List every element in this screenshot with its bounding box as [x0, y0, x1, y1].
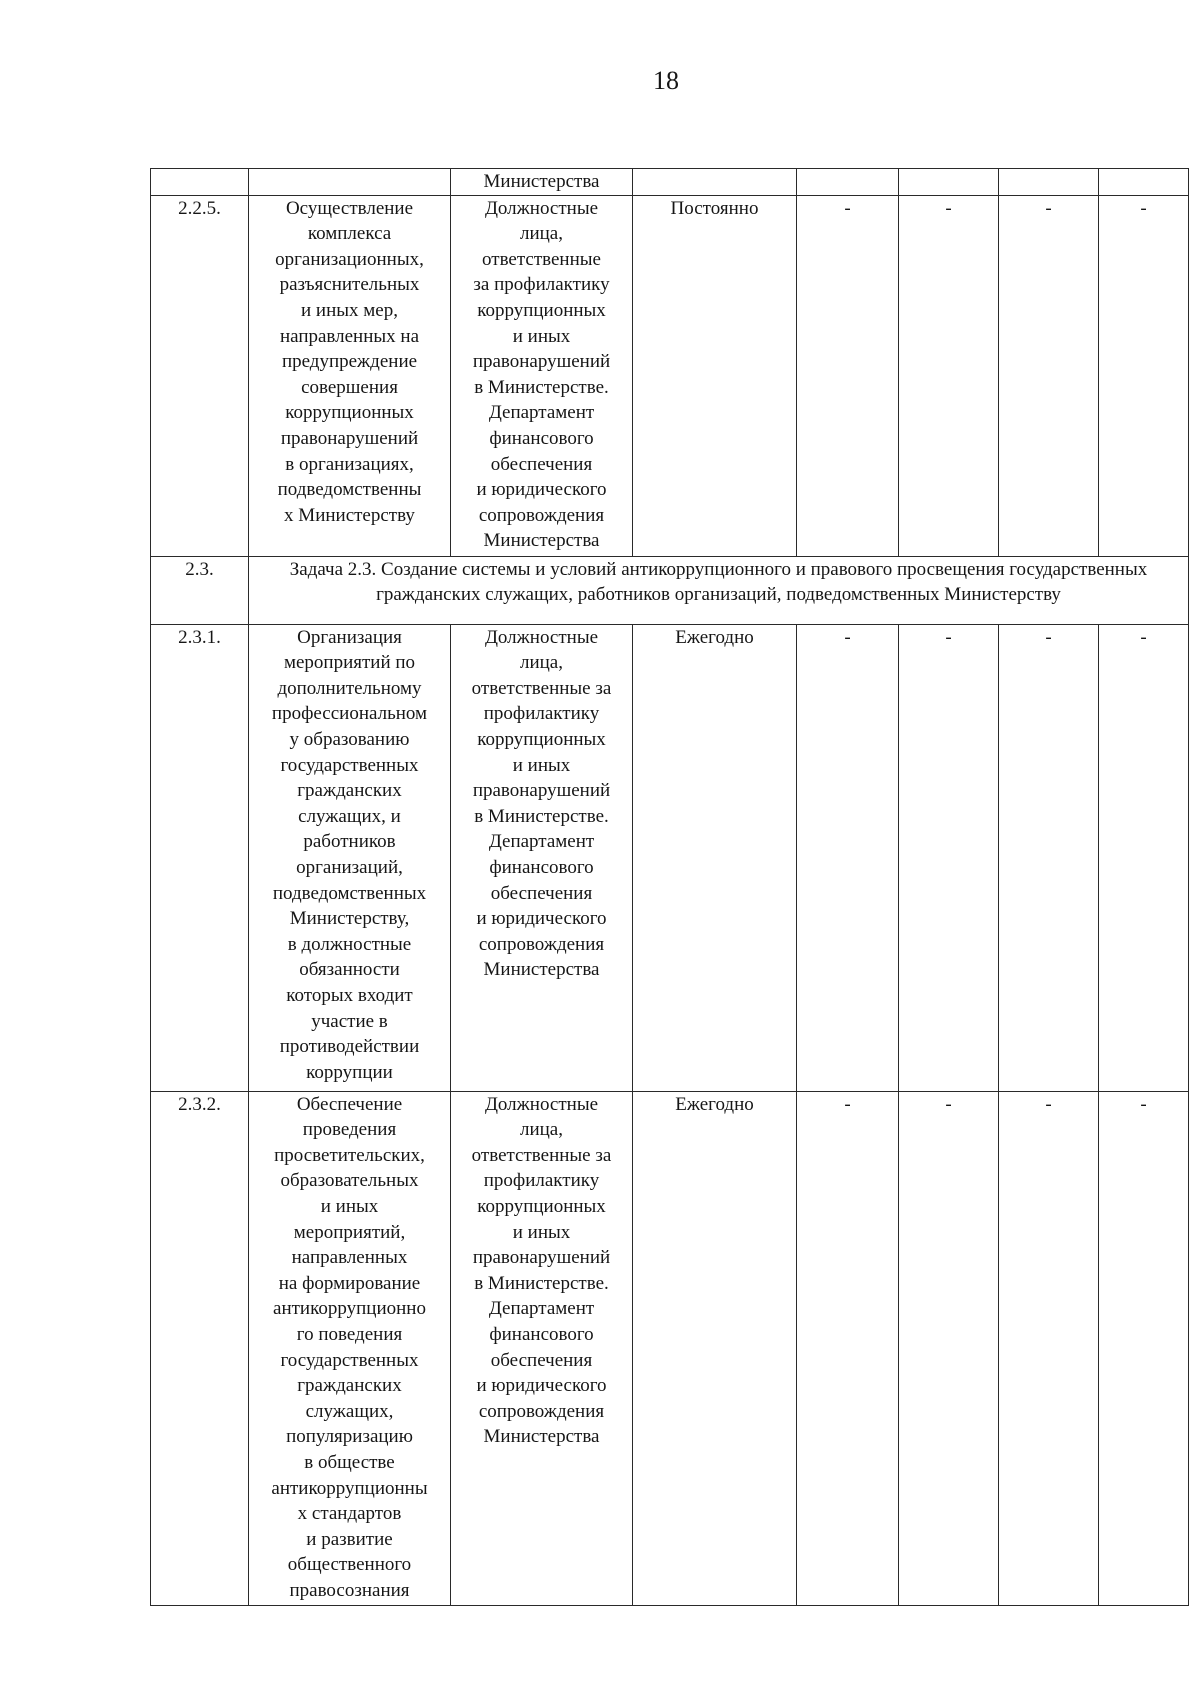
measure-line: противодействии	[279, 1036, 420, 1058]
measure-line: организаций,	[296, 856, 403, 878]
responsible-line: Должностные	[484, 197, 599, 219]
responsible-cell	[451, 195, 633, 556]
measure-line: Министерству,	[289, 908, 410, 930]
table-row-2-3-1	[151, 624, 1189, 1091]
num-cell: 2.3.	[151, 556, 249, 624]
measure-line: и иных мер,	[301, 299, 398, 321]
responsible-line: и иных	[512, 1221, 571, 1243]
responsible-line: коррупционных	[477, 299, 606, 321]
responsible-line: и юридического	[476, 479, 607, 501]
responsible-line: обеспечения	[490, 453, 593, 475]
measure-line: государственных	[280, 754, 419, 776]
responsible-line: правонарушений	[472, 1247, 611, 1269]
responsible-cell	[451, 1091, 633, 1605]
measure-line: подведомственных	[272, 882, 427, 904]
responsible-line: профилактику	[483, 703, 600, 725]
measure-line: в организациях,	[285, 453, 414, 475]
measure-line: гражданских	[297, 780, 402, 802]
table-row-continuation	[151, 169, 1189, 196]
measure-line: х Министерству	[284, 504, 415, 526]
measure-line: у образованию	[289, 728, 410, 750]
measure-line: Организация	[297, 626, 402, 648]
value-cell: -	[999, 1091, 1099, 1605]
measure-line: гражданских	[297, 1375, 402, 1397]
measure-line: антикоррупционно	[273, 1298, 426, 1320]
measure-line: коррупции	[306, 1061, 393, 1083]
measure-line: комплекса	[307, 223, 392, 245]
value-cell: -	[999, 624, 1099, 1091]
table-row-2-3-2	[151, 1091, 1189, 1605]
measure-line: проведения	[302, 1119, 397, 1141]
measure-line: Осуществление	[285, 197, 414, 219]
responsible-line: Департамент	[488, 1298, 595, 1320]
num-cell: 2.2.5.	[151, 195, 249, 556]
value-cell	[999, 169, 1099, 196]
measure-line: организационных,	[275, 248, 424, 270]
measure-line: в обществе	[304, 1451, 395, 1473]
value-cell	[1099, 169, 1189, 196]
measure-line: служащих,	[305, 1400, 394, 1422]
responsible-line: обеспечения	[490, 882, 593, 904]
measure-line: направленных	[291, 1247, 408, 1269]
responsible-line: сопровождения	[478, 933, 605, 955]
measure-line: мероприятий по	[283, 652, 416, 674]
responsible-line: лица,	[519, 223, 563, 245]
measure-cell	[249, 169, 451, 196]
measure-cell	[249, 195, 451, 556]
responsible-line: в Министерстве.	[474, 805, 609, 827]
responsible-line: и иных	[512, 325, 571, 347]
action-plan-table	[150, 168, 1189, 1606]
measure-line: профессиональном	[271, 703, 428, 725]
measure-line: совершения	[301, 376, 398, 398]
measure-line: и развитие	[306, 1528, 393, 1550]
measure-line: предупреждение	[281, 351, 418, 373]
value-cell: -	[999, 195, 1099, 556]
measure-line: дополнительному	[277, 677, 422, 699]
measure-line: коррупционных	[285, 402, 414, 424]
responsible-line: ответственные за	[471, 677, 612, 699]
value-cell: -	[797, 624, 899, 1091]
responsible-line: обеспечения	[490, 1349, 593, 1371]
value-cell: -	[1099, 1091, 1189, 1605]
measure-line: служащих, и	[298, 805, 401, 827]
responsible-cell	[451, 624, 633, 1091]
responsible-line: финансового	[489, 1323, 594, 1345]
responsible-line: и юридического	[476, 1375, 607, 1397]
responsible-line: сопровождения	[478, 1400, 605, 1422]
measure-line: направленных на	[279, 325, 420, 347]
measure-line: антикоррупционны	[271, 1477, 428, 1499]
responsible-line: финансового	[489, 856, 594, 878]
responsible-line: профилактику	[483, 1170, 600, 1192]
measure-line: правосознания	[289, 1579, 410, 1601]
measure-line: популяризацию	[286, 1426, 413, 1448]
responsible-line: и юридического	[476, 908, 607, 930]
measure-line: обязанности	[299, 959, 400, 981]
responsible-line: правонарушений	[472, 351, 611, 373]
measure-line: в должностные	[287, 933, 412, 955]
responsible-line: ответственные	[482, 248, 601, 270]
responsible-line: лица,	[519, 1119, 563, 1141]
responsible-cell: Министерства	[451, 169, 633, 196]
value-cell: -	[1099, 624, 1189, 1091]
responsible-line: Министерства	[483, 959, 600, 981]
measure-line: подведомственны	[277, 479, 422, 501]
measure-line: просветительских,	[274, 1144, 425, 1166]
num-cell	[151, 169, 249, 196]
measure-line: го поведения	[296, 1323, 403, 1345]
responsible-line: лица,	[519, 652, 563, 674]
task-heading-cell: Задача 2.3. Создание системы и условий антикоррупционного и правового просвещения государственных гражданских служащих, работников организаций, подведомственных Министерству	[249, 556, 1189, 624]
responsible-line: Должностные	[484, 626, 599, 648]
term-cell: Постоянно	[633, 195, 797, 556]
value-cell	[797, 169, 899, 196]
responsible-line: сопровождения	[478, 504, 605, 526]
responsible-line: за профилактику	[473, 274, 610, 296]
responsible-line: в Министерстве.	[474, 376, 609, 398]
table-row-task-2-3	[151, 556, 1189, 624]
measure-line: и иных	[320, 1195, 379, 1217]
term-cell: Ежегодно	[633, 624, 797, 1091]
value-cell: -	[899, 1091, 999, 1605]
value-cell: -	[1099, 195, 1189, 556]
responsible-line: Департамент	[488, 831, 595, 853]
responsible-line: Департамент	[488, 402, 595, 424]
responsible-line: финансового	[489, 427, 594, 449]
measure-line: общественного	[287, 1554, 412, 1576]
measure-line: работников	[303, 831, 396, 853]
responsible-line: ответственные за	[471, 1144, 612, 1166]
measure-line: участие в	[311, 1010, 388, 1032]
responsible-line: Должностные	[484, 1093, 599, 1115]
measure-line: Обеспечение	[296, 1093, 403, 1115]
responsible-line: и иных	[512, 754, 571, 776]
measure-cell	[249, 624, 451, 1091]
value-cell: -	[899, 624, 999, 1091]
num-cell: 2.3.2.	[151, 1091, 249, 1605]
measure-line: х стандартов	[297, 1503, 402, 1525]
measure-line: на формирование	[278, 1272, 421, 1294]
responsible-line: правонарушений	[472, 780, 611, 802]
measure-line: мероприятий,	[293, 1221, 406, 1243]
measure-line: образовательных	[280, 1170, 419, 1192]
value-cell: -	[797, 1091, 899, 1605]
measure-line: правонарушений	[280, 427, 419, 449]
responsible-line: коррупционных	[477, 1195, 606, 1217]
measure-line: которых входит	[286, 984, 413, 1006]
table-row-2-2-5	[151, 195, 1189, 556]
responsible-line: в Министерстве.	[474, 1272, 609, 1294]
responsible-line: коррупционных	[477, 728, 606, 750]
measure-line: государственных	[280, 1349, 419, 1371]
measure-cell	[249, 1091, 451, 1605]
term-cell: Ежегодно	[633, 1091, 797, 1605]
page-number: 18	[653, 66, 679, 95]
responsible-line: Министерства	[483, 530, 600, 552]
value-cell: -	[797, 195, 899, 556]
value-cell: -	[899, 195, 999, 556]
responsible-line: Министерства	[483, 1426, 600, 1448]
term-cell	[633, 169, 797, 196]
measure-line: разъяснительных	[279, 274, 420, 296]
num-cell: 2.3.1.	[151, 624, 249, 1091]
value-cell	[899, 169, 999, 196]
